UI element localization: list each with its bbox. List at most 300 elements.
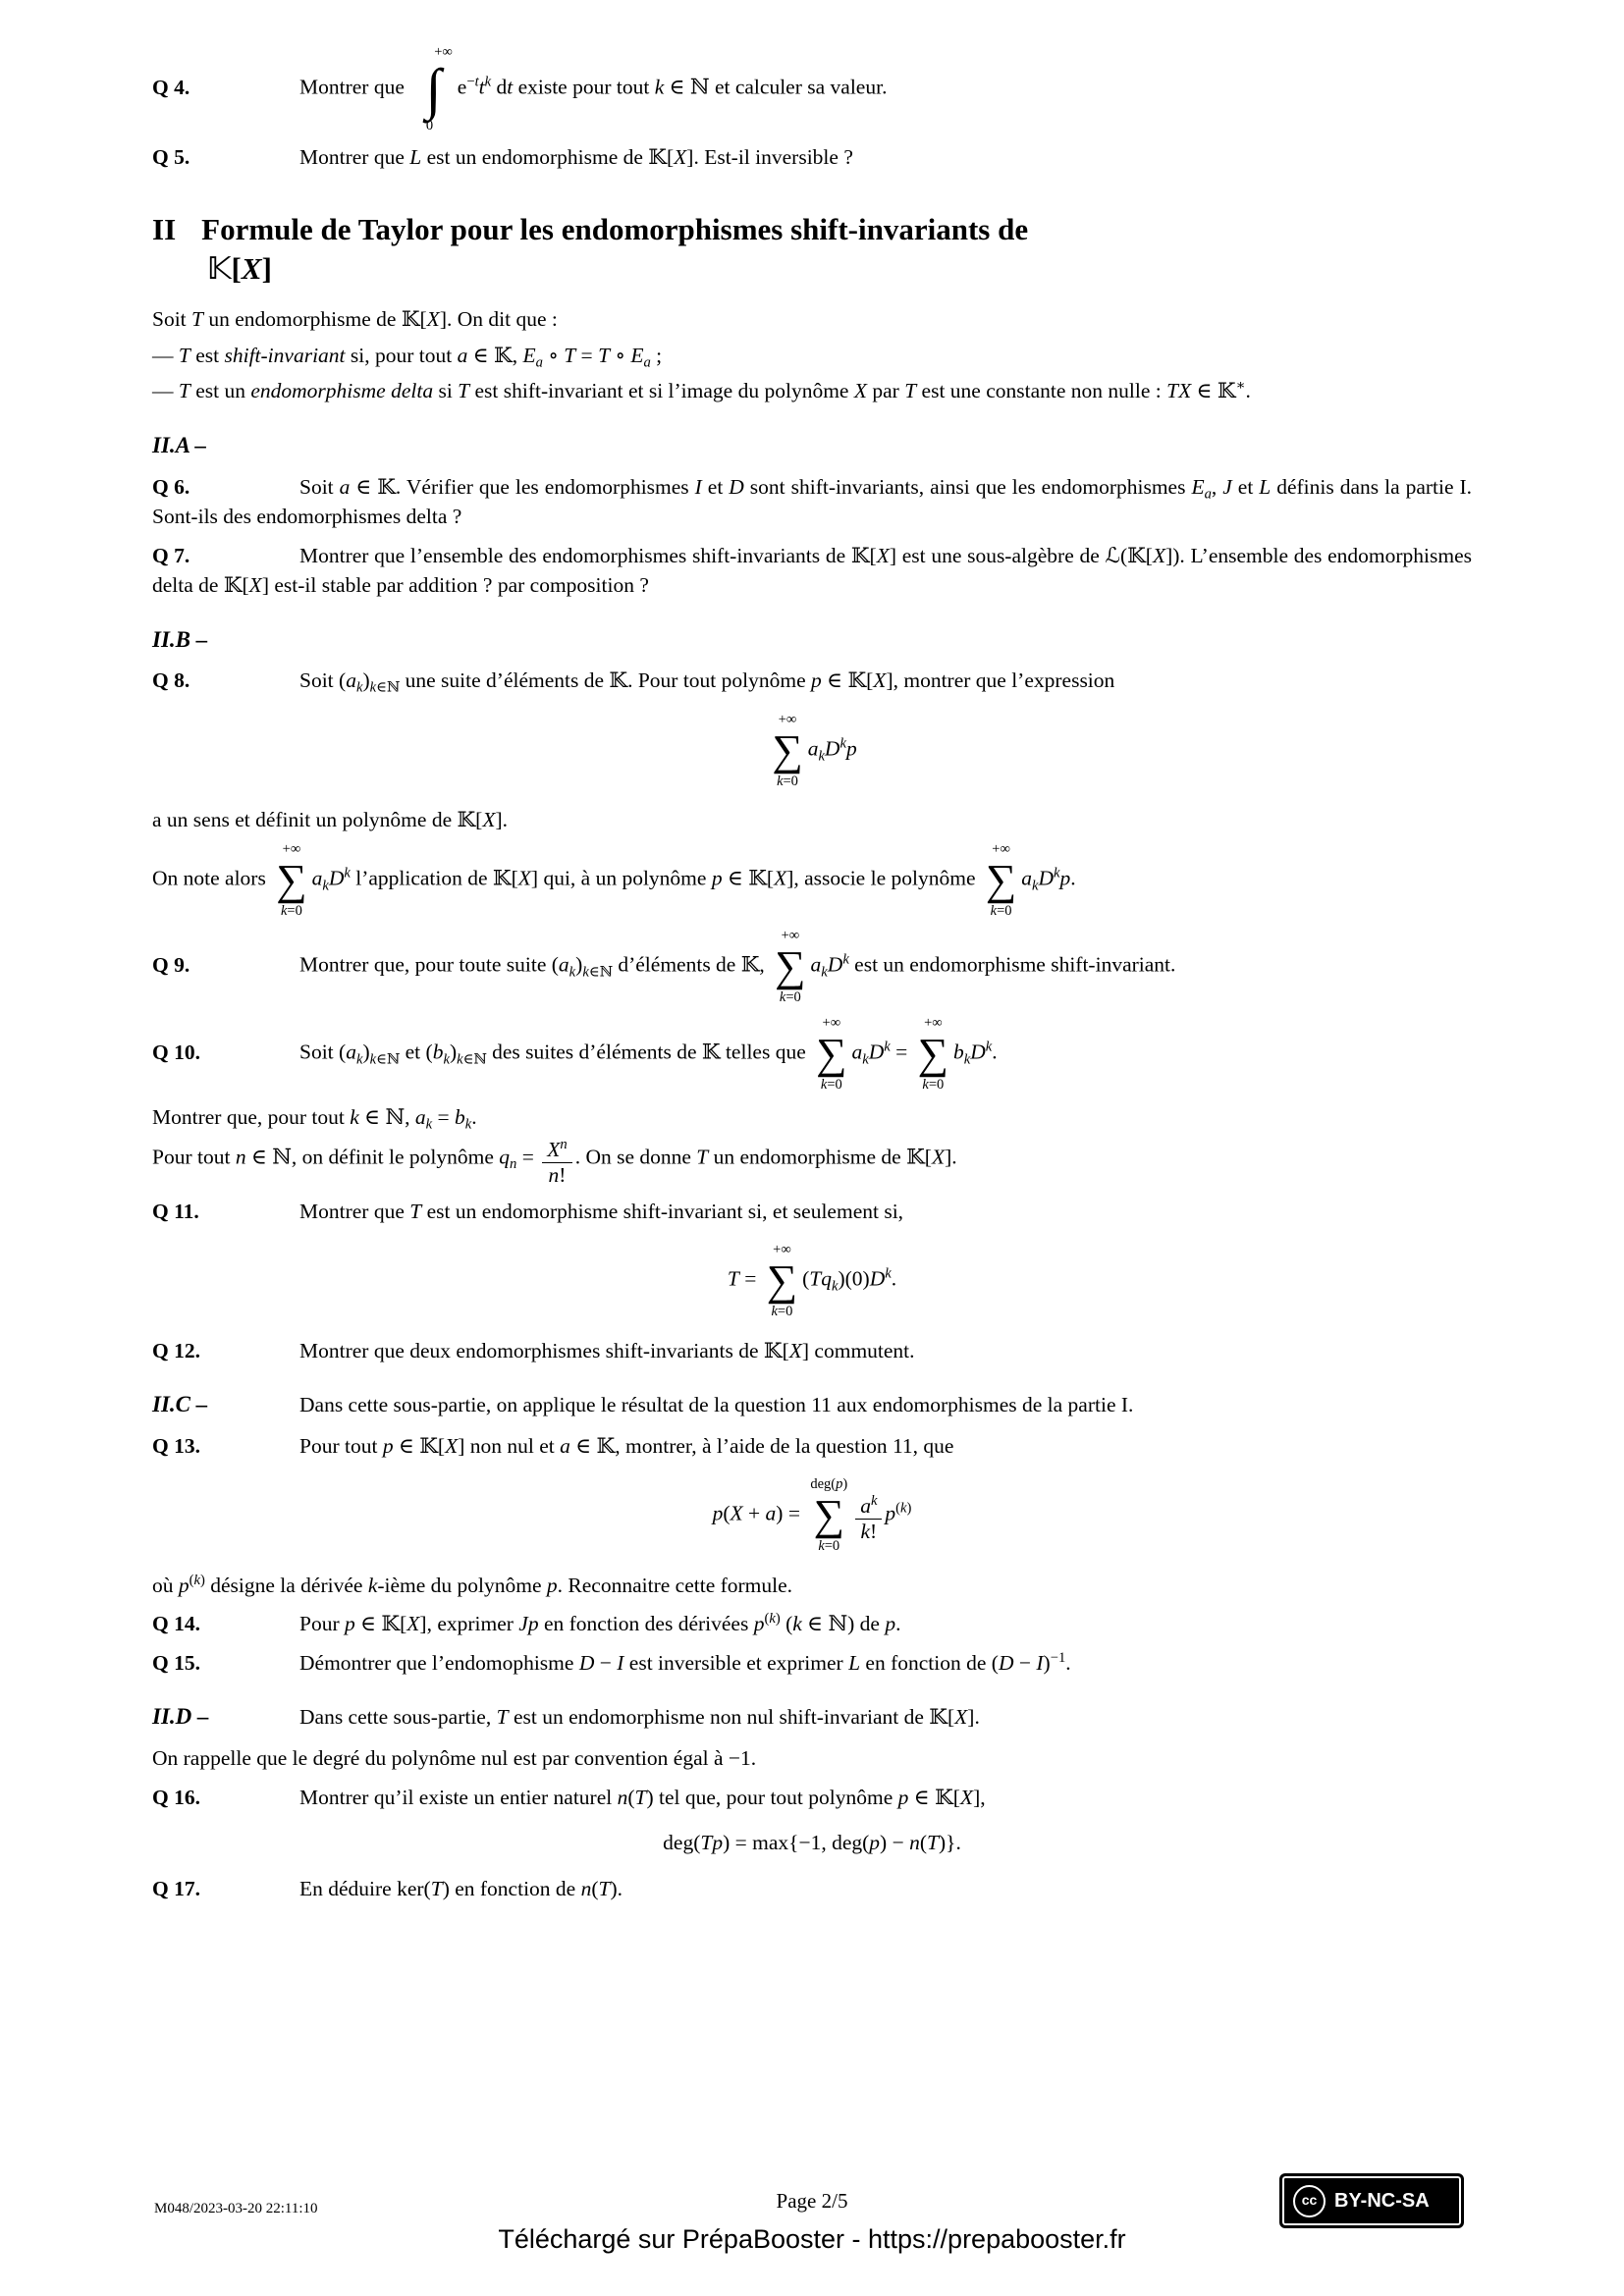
math-variable: k	[820, 1076, 828, 1093]
integral-symbol: ∫	[425, 56, 442, 121]
question	[152, 1783, 1472, 1813]
subscript	[643, 355, 650, 371]
sum-lower-limit	[991, 903, 1012, 920]
math-variable: a	[810, 953, 822, 978]
text-run: !	[559, 1162, 567, 1187]
math-variable: a	[346, 1040, 356, 1064]
paragraph	[152, 805, 1472, 835]
text-run: )}.	[938, 1831, 961, 1855]
text-run: un endomorphisme de 𝕂[	[708, 1145, 932, 1169]
text-run: +∞	[992, 840, 1010, 857]
sum-operator	[986, 841, 1016, 920]
text-run: On note alors	[152, 866, 272, 890]
math-variable: I	[694, 474, 702, 499]
text-run: ∘	[610, 343, 631, 367]
text-run: ], associe le polynôme	[786, 866, 981, 890]
math-variable: E	[522, 343, 536, 367]
math-variable: D	[998, 1650, 1014, 1675]
text-run: (	[802, 1266, 810, 1291]
document-body	[152, 35, 1472, 1912]
text-run: +∞	[778, 711, 797, 727]
text-run: ] non nul et	[458, 1433, 561, 1458]
text-run: l’application de 𝕂[	[350, 866, 518, 890]
paragraph	[152, 304, 1472, 335]
math-variable: k	[484, 74, 492, 90]
text-run: .	[1245, 379, 1251, 403]
text-run: est une constante non nulle :	[916, 379, 1167, 403]
math-variable: a	[414, 1104, 426, 1129]
sum-operator	[918, 1015, 948, 1094]
text-run: et (	[400, 1040, 433, 1064]
math-variable: a	[311, 866, 323, 890]
math-variable: k	[769, 1611, 776, 1628]
text-run: des suites d’éléments de 𝕂 telles que	[486, 1040, 812, 1064]
text-run: ) tel que, pour tout polynôme	[646, 1785, 898, 1809]
text-run: (	[591, 1876, 599, 1900]
math-variable: p	[753, 1612, 765, 1636]
text-run: Soit (	[299, 668, 347, 693]
math-variable: k	[350, 1104, 359, 1129]
text-run: (	[919, 1831, 927, 1855]
text-run: ∈ ℕ,	[358, 1104, 415, 1129]
text-run: .	[891, 1266, 897, 1291]
integral-lower-limit	[426, 118, 433, 134]
math-variable: X	[788, 1338, 802, 1362]
question-label: Q 12.	[152, 1338, 200, 1362]
question-label: Q 10.	[152, 1040, 200, 1064]
math-variable: p	[845, 736, 857, 761]
sum-operator	[816, 1015, 846, 1094]
text-run: e	[457, 75, 467, 99]
question-label: Q 15.	[152, 1650, 200, 1675]
math-variable: D	[869, 1266, 886, 1291]
math-variable: p	[811, 668, 822, 693]
text-run: (	[764, 1611, 770, 1628]
text-run: Soit (	[299, 1040, 347, 1064]
math-variable: n	[510, 1156, 517, 1173]
subscript	[370, 1051, 401, 1067]
section-heading	[152, 210, 1472, 290]
text-run: Montrer que, pour tout	[152, 1104, 351, 1129]
text-run: On rappelle que le degré du polynôme nul est par convention égal à −1.	[152, 1745, 757, 1770]
page-number: Page 2/5	[776, 2189, 848, 2213]
text-run: d	[491, 75, 508, 99]
text-run: Formule de Taylor pour les endomorphismes shift-invariants de	[201, 211, 1029, 246]
text-run: Montrer qu’il existe un entier naturel	[299, 1785, 618, 1809]
text-run: =0	[777, 1303, 793, 1319]
math-variable: k	[1032, 878, 1039, 894]
math-variable: n	[235, 1145, 246, 1169]
text-run: )	[1043, 1650, 1051, 1675]
text-run: est un endomorphisme shift-invariant si, et seulement si,	[421, 1199, 904, 1223]
text-run: En déduire ker(	[299, 1876, 431, 1900]
text-run: ∈ 𝕂, montrer, à l’aide de la question 11, que	[569, 1433, 954, 1458]
math-variable: k	[779, 989, 786, 1006]
subsection-label: II.D –	[152, 1704, 209, 1730]
math-variable: E	[630, 343, 644, 367]
math-variable: X	[547, 1138, 561, 1162]
sum-symbol: ∑	[985, 855, 1017, 904]
sum-symbol: ∑	[917, 1029, 949, 1078]
document-id: M048/2023-03-20 22:11:10	[154, 2201, 318, 2216]
math-variable: p	[712, 1501, 724, 1525]
math-variable: T	[191, 307, 203, 332]
text-run: .	[471, 1104, 477, 1129]
text-run: une suite d’éléments de 𝕂. Pour tout polynôme	[400, 668, 812, 693]
text-run: ∘	[542, 343, 565, 367]
math-variable: k	[839, 735, 846, 752]
text-run: est un endomorphisme de 𝕂[	[421, 145, 675, 170]
math-variable: X	[873, 668, 887, 693]
text-run: =0	[287, 902, 302, 919]
math-variable: X	[482, 808, 496, 832]
text-run: =	[575, 343, 599, 367]
math-variable: b	[953, 1040, 964, 1064]
sum-symbol: ∑	[775, 942, 806, 991]
fraction	[855, 1494, 882, 1543]
question-label: Q 14.	[152, 1612, 200, 1636]
math-variable: X	[931, 1145, 946, 1169]
math-variable: p	[885, 1501, 896, 1525]
math-variable: n	[909, 1831, 920, 1855]
superscript	[466, 75, 478, 90]
text-run: ) en fonction de	[442, 1876, 581, 1900]
text-run: −	[594, 1650, 618, 1675]
text-run: )	[842, 1476, 848, 1493]
math-variable: J	[1222, 474, 1232, 499]
math-variable: T	[430, 1876, 443, 1900]
text-run: ]). L’ensemble des endomorphismes delta de 𝕂[	[152, 543, 1473, 598]
math-variable: a	[807, 736, 819, 761]
question	[152, 1431, 1472, 1462]
math-variable: D	[1038, 866, 1055, 890]
math-variable: k	[367, 1573, 378, 1597]
math-variable: L	[409, 145, 422, 170]
text-run: −	[466, 74, 475, 90]
math-variable: D	[868, 1040, 885, 1064]
math-variable: p	[869, 1831, 881, 1855]
question-label: Q 9.	[152, 953, 190, 978]
superscript	[560, 1137, 567, 1152]
math-variable: k	[322, 878, 329, 894]
math-variable: k	[582, 964, 589, 981]
paragraph	[152, 1102, 1472, 1133]
math-variable: k	[818, 1538, 825, 1555]
text-run: 𝕂[	[207, 251, 242, 287]
question-label: Q 5.	[152, 145, 190, 170]
math-variable: L	[1259, 474, 1272, 499]
superscript	[871, 1493, 877, 1509]
math-variable: k	[963, 1051, 971, 1068]
text-run: ) =	[776, 1501, 806, 1525]
subsection	[152, 1701, 1472, 1734]
text-run: ], montrer que l’expression	[886, 668, 1115, 693]
math-variable: n	[560, 1137, 568, 1153]
math-variable: T	[496, 1705, 509, 1730]
text-run: =0	[824, 1538, 840, 1555]
math-variable: X	[445, 1433, 459, 1458]
superscript	[895, 1501, 911, 1517]
math-variable: k	[990, 902, 998, 919]
subsection	[152, 1389, 1472, 1421]
math-variable: I	[1036, 1650, 1044, 1675]
text-run: ∈ 𝕂[	[354, 1612, 407, 1636]
display-equation	[152, 1476, 1472, 1555]
math-variable: k	[884, 1039, 891, 1055]
text-run: =0	[783, 773, 798, 789]
text-run: 0	[425, 117, 434, 133]
superscript	[764, 1611, 780, 1627]
text-run: où	[152, 1573, 179, 1597]
text-run: Pour tout	[299, 1433, 383, 1458]
math-variable: a	[339, 474, 351, 499]
math-variable: k	[355, 1051, 363, 1068]
text-run: )	[449, 1040, 458, 1064]
math-variable: D	[729, 474, 744, 499]
math-variable: k	[654, 75, 665, 99]
math-variable: T	[696, 1145, 709, 1169]
text-run: ).	[610, 1876, 623, 1900]
math-variable: E	[1191, 474, 1205, 499]
text-run: ;	[650, 343, 663, 367]
question	[152, 666, 1472, 696]
question-label: Q 13.	[152, 1433, 200, 1458]
math-variable: X	[241, 251, 262, 287]
text-run: ].	[495, 808, 509, 832]
math-variable: a	[346, 668, 356, 693]
text-run: —	[152, 343, 179, 367]
text-run: ] qui, à un polynôme	[530, 866, 712, 890]
math-variable: X	[517, 866, 531, 890]
math-variable: D	[328, 866, 345, 890]
math-variable: t	[507, 75, 514, 99]
text-run: ∈ℕ	[376, 680, 401, 697]
text-run: Montrer que, pour toute suite (	[299, 953, 559, 978]
math-variable: a	[558, 953, 569, 978]
sum-lower-limit	[818, 1538, 839, 1555]
text-run: ∈ ℕ et calculer sa valeur.	[664, 75, 888, 99]
text-run: a un sens et définit un polynôme de 𝕂[	[152, 808, 483, 832]
question-label: Q 11.	[152, 1199, 199, 1223]
subscript	[457, 1051, 487, 1067]
text-run: ]. Est-il inversible ?	[686, 145, 853, 170]
text-run: =0	[785, 989, 801, 1006]
math-variable: X	[959, 1785, 974, 1809]
download-attribution: Téléchargé sur PrépaBooster - https://prepabooster.fr	[498, 2224, 1126, 2254]
text-run: ∈ 𝕂. Vérifier que les endomorphismes	[350, 474, 695, 499]
math-variable: k	[832, 1278, 839, 1295]
math-variable: X	[730, 1501, 743, 1525]
text-run: +∞	[282, 840, 301, 857]
math-variable: k	[457, 1051, 463, 1068]
text-run: Montrer que	[299, 75, 410, 99]
text-run: II	[152, 211, 177, 246]
math-variable: T	[634, 1785, 647, 1809]
text-run: Dans cette sous-partie,	[299, 1705, 497, 1730]
text-run: ∗	[1235, 378, 1246, 395]
math-variable: k	[280, 902, 288, 919]
cc-license-label: BY-NC-SA	[1334, 2189, 1430, 2212]
math-variable: a	[851, 1040, 863, 1064]
text-run: =	[890, 1040, 913, 1064]
math-variable: k	[885, 1265, 892, 1282]
math-variable: n	[548, 1162, 560, 1187]
subscript	[1205, 486, 1212, 502]
math-variable: k	[464, 1116, 472, 1133]
text-run: Pour tout	[152, 1145, 236, 1169]
text-run: =0	[928, 1076, 945, 1093]
math-variable: t	[474, 74, 479, 90]
math-variable: k	[900, 1500, 907, 1517]
math-variable: a	[1204, 486, 1212, 503]
text-run: sont shift-invariants, ainsi que les endomorphismes	[743, 474, 1192, 499]
text-run: et	[701, 474, 730, 499]
math-variable: p	[1059, 866, 1071, 890]
display-equation	[152, 1828, 1472, 1858]
sum-lower-limit	[777, 774, 798, 790]
math-variable: X	[853, 379, 867, 403]
text-run: ∈ 𝕂,	[467, 343, 523, 367]
math-variable: q	[499, 1145, 511, 1169]
question	[152, 472, 1472, 532]
math-variable: p	[382, 1433, 394, 1458]
text-run: Dans cette sous-partie, on applique le résultat de la question 11 aux endomorphismes de la partie I.	[299, 1393, 1134, 1417]
text-run: +∞	[773, 1242, 791, 1258]
text-run: en fonction des dérivées	[538, 1612, 754, 1636]
math-variable: p	[345, 1612, 355, 1636]
math-variable: T	[458, 379, 470, 403]
subsection	[152, 430, 1472, 462]
paragraph	[152, 841, 1472, 920]
text-run: (	[189, 1572, 194, 1588]
sum-operator	[767, 1242, 797, 1320]
math-variable: X	[426, 307, 440, 332]
text-run: par	[866, 379, 905, 403]
sum-operator	[775, 928, 805, 1006]
math-variable: T	[598, 1876, 611, 1900]
math-variable: p	[836, 1476, 843, 1493]
denominator	[542, 1162, 571, 1188]
text-run: Soit	[299, 474, 340, 499]
math-variable: T	[598, 343, 611, 367]
text-run: .	[895, 1612, 901, 1636]
question-label: Q 7.	[152, 543, 190, 567]
text-run: ∈ 𝕂	[1191, 379, 1236, 403]
math-variable: k	[1054, 865, 1060, 881]
sum-operator	[772, 712, 802, 790]
math-variable: p	[712, 1831, 724, 1855]
math-variable: b	[432, 1040, 444, 1064]
math-variable: k	[355, 680, 363, 697]
math-variable: T	[927, 1831, 939, 1855]
math-variable: X	[248, 573, 262, 598]
math-variable: k	[425, 1116, 433, 1133]
text-run: +∞	[781, 928, 800, 944]
text-run: )	[362, 1040, 370, 1064]
text-run: Montrer que deux endomorphismes shift-invariants de 𝕂[	[299, 1338, 789, 1362]
text-run: =	[738, 1266, 762, 1291]
math-variable: T	[409, 1199, 422, 1223]
text-run: ], exprimer	[419, 1612, 519, 1636]
question-label: Q 8.	[152, 668, 190, 693]
text-run: )	[362, 668, 370, 693]
math-variable: T	[809, 1266, 822, 1291]
text-run: et	[1231, 474, 1260, 499]
math-variable: a	[535, 354, 543, 371]
text-run: est shift-invariant et si l’image du polynôme	[469, 379, 854, 403]
text-run: Pour	[299, 1612, 345, 1636]
paragraph	[152, 1743, 1472, 1774]
text-run: ∈ℕ	[376, 1051, 401, 1068]
math-variable: k	[568, 964, 576, 981]
question-label: Q 16.	[152, 1785, 200, 1809]
sum-lower-limit	[771, 1304, 792, 1320]
text-run: +∞	[924, 1015, 943, 1031]
text-run: ∈ 𝕂[	[821, 668, 874, 693]
text-run: −	[1013, 1650, 1037, 1675]
math-variable: shift-invariant	[224, 343, 346, 367]
sum-symbol: ∑	[772, 725, 803, 774]
math-variable: t	[478, 75, 485, 99]
sum-lower-limit	[281, 903, 302, 920]
question-label: Q 6.	[152, 474, 190, 499]
text-run: ] est-il stable par addition ? par composition ?	[261, 573, 649, 598]
numerator	[855, 1494, 882, 1519]
math-variable: I	[617, 1650, 624, 1675]
text-run: +∞	[434, 44, 453, 60]
math-variable: a	[1021, 866, 1032, 890]
text-run: est un endomorphisme shift-invariant.	[848, 953, 1176, 978]
text-run: est	[189, 343, 225, 367]
math-variable: k	[369, 680, 377, 697]
text-run: (	[723, 1501, 731, 1525]
text-run: ∈ℕ	[588, 964, 613, 981]
math-variable: X	[406, 1612, 420, 1636]
math-variable: X	[954, 1705, 968, 1730]
text-run: désigne la dérivée	[204, 1573, 368, 1597]
math-variable: a	[560, 1433, 570, 1458]
sum-symbol: ∑	[276, 855, 307, 904]
math-variable: k	[842, 952, 849, 969]
text-run: en fonction de (	[860, 1650, 999, 1675]
text-run: )(0)	[838, 1266, 870, 1291]
math-variable: D	[970, 1040, 986, 1064]
text-run: ,	[1211, 474, 1223, 499]
math-variable: D	[824, 736, 840, 761]
subsection	[152, 624, 1472, 657]
text-run: définis dans la partie I. Sont-ils des endomorphismes delta ?	[152, 474, 1473, 529]
text-run: .	[1065, 1650, 1071, 1675]
text-run: =0	[827, 1076, 842, 1093]
math-variable: T	[178, 343, 190, 367]
paragraph	[152, 376, 1472, 406]
text-run: .	[1070, 866, 1076, 890]
text-run: )	[575, 953, 583, 978]
question	[152, 541, 1472, 601]
text-run: .	[992, 1040, 998, 1064]
sum-symbol: ∑	[816, 1029, 847, 1078]
text-run: )	[199, 1572, 205, 1588]
text-run: est un endomorphisme non nul shift-invariant de 𝕂[	[508, 1705, 955, 1730]
paragraph	[152, 1138, 1472, 1187]
question	[152, 142, 1472, 173]
math-variable: k	[369, 1051, 377, 1068]
text-run: est inversible et exprimer	[623, 1650, 849, 1675]
text-run: -ième du polynôme	[377, 1573, 547, 1597]
numerator	[542, 1138, 571, 1162]
math-variable: n	[617, 1785, 628, 1809]
math-variable: X	[1152, 543, 1166, 567]
